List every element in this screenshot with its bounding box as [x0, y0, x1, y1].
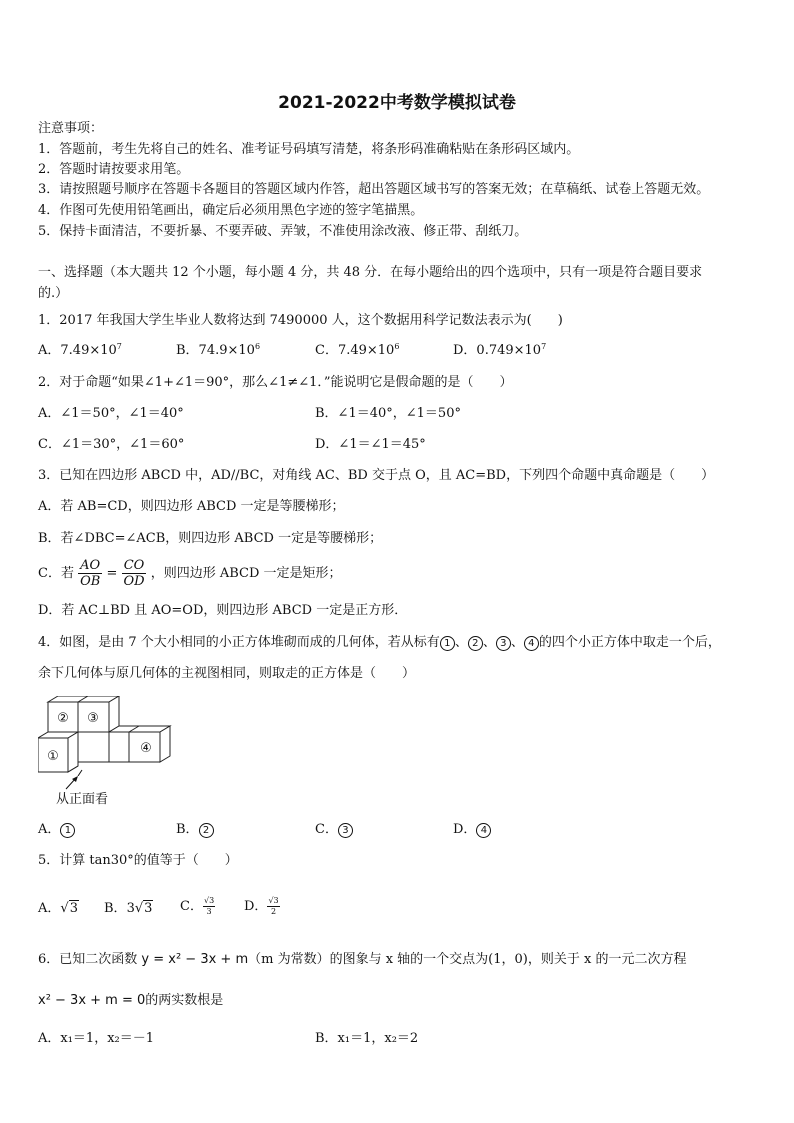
q6-option-a: A．x₁＝1，x₂＝－1	[38, 1031, 155, 1046]
q1-option-a: A．$7.49\times 10^7$	[38, 342, 122, 358]
cube-side-face-right	[160, 726, 170, 762]
notice-item-5: 5．保持卡面清洁，不要折暴、不要弄破、弄皱，不准使用涂改液、修正带、刮纸刀。	[38, 224, 528, 239]
q5-option-d: D． $\frac{√3}{2}$	[244, 896, 279, 916]
q6-equation: x² − 3x + m = 0	[38, 993, 146, 1008]
circled-number-4: 4	[524, 636, 539, 651]
q2-stem: 2．对于命题“如果∠1+∠1＝90°，那么∠1≠∠1．”能说明它是假命题的是（ ）	[38, 375, 513, 390]
circled-number-2: 2	[199, 823, 214, 838]
fraction-root3-over-2: $\frac{√3}{2}$	[268, 896, 279, 916]
fraction-root3-over-3: $\frac{√3}{3}$	[203, 896, 215, 916]
q3-option-d: D．若 AC⊥BD 且 AO=OD，则四边形 ABCD 一定是正方形．	[38, 603, 408, 618]
cube-stack-figure	[38, 696, 178, 776]
section-heading-line-1: 一、选择题（本大题共 12 个小题，每小题 4 分，共 48 分．在每小题给出的四个选项中，只有一项是符合题目要求	[38, 265, 703, 280]
circled-number-1: 1	[440, 636, 455, 651]
circled-number-3: 3	[338, 823, 353, 838]
q1-option-c: C．$7.49\times 10^6$	[315, 342, 400, 358]
q2-option-b: B．∠1＝40°，∠1＝50°	[315, 406, 461, 421]
cube-label-4: ④	[140, 741, 152, 756]
q5-option-b: B．3√3	[104, 901, 153, 916]
fraction-co-od: $\frac{CO}{OD}$	[123, 558, 145, 589]
cube-label-1: ①	[47, 749, 59, 764]
q4-option-d: D． 4	[453, 821, 491, 839]
notice-item-2: 2．答题时请按要求用笔。	[38, 162, 190, 177]
q6-function: y = x² − 3x + m	[141, 952, 249, 967]
q5-option-c: C． $\frac{√3}{3}$	[180, 896, 215, 916]
q1-option-b: B．$74.9\times 10^6$	[176, 342, 261, 358]
fraction-ao-ob: $\frac{AO}{OB}$	[80, 558, 101, 589]
notice-heading: 注意事项：	[38, 121, 104, 136]
q2-option-a: A．∠1＝50°，∠1＝40°	[38, 406, 184, 421]
circled-number-1: 1	[60, 823, 75, 838]
q4-option-c: C． 3	[315, 821, 353, 839]
q1-stem: 1．2017 年我国大学生毕业人数将达到 7490000 人，这个数据用科学记数法表示为( )	[38, 313, 563, 328]
view-caption: 从正面看	[56, 792, 109, 807]
circled-number-3: 3	[496, 636, 511, 651]
q4-stem-line-1: 4．如图，是由 7 个大小相同的小正方体堆砌而成的几何体，若从标有 1 、 2 、 3 、 4 的四个小正方体中取走一个后，	[38, 635, 721, 650]
q3-option-b: B．若∠DBC=∠ACB，则四边形 ABCD 一定是等腰梯形；	[38, 531, 383, 546]
circled-number-4: 4	[476, 823, 491, 838]
cube-bottom-3	[109, 732, 129, 762]
q6-equation-line: x² − 3x + m = 0的两实数根是	[38, 993, 224, 1008]
cube-label-2: ②	[57, 711, 69, 726]
q3-option-c: C．若 $\frac{AO}{OB}$ = $\frac{CO}{OD}$ ，则四边形 ABCD 一定是矩形；	[38, 558, 342, 589]
q2-option-d: D．∠1＝∠1＝45°	[315, 437, 426, 452]
q1-option-d: D．$0.749\times 10^7$	[453, 342, 547, 358]
notice-item-3: 3．请按照题号顺序在答题卡各题目的答题区域内作答，超出答题区域书写的答案无效；在草稿纸、试卷上答题无效。	[38, 182, 710, 197]
q3-option-a: A．若 AB=CD，则四边形 ABCD 一定是等腰梯形；	[38, 499, 345, 514]
notice-item-4: 4．作图可先使用铅笔画出，确定后必须用黑色字迹的签字笔描黑。	[38, 203, 424, 218]
cube-bottom-2	[78, 732, 109, 762]
notice-item-1: 1．答题前，考生先将自己的姓名、准考证号码填写清楚，将条形码准确粘贴在条形码区域内。	[38, 142, 580, 157]
cube-label-3: ③	[87, 711, 99, 726]
q6-stem: 6．已知二次函数 y = x² − 3x + m（m 为常数）的图象与 x 轴的一个交点为(1，0)，则关于 x 的一元二次方程	[38, 952, 687, 967]
q2-option-c: C．∠1＝30°，∠1＝60°	[38, 437, 185, 452]
cube-side-face-left	[68, 732, 78, 772]
q6-option-b: B．x₁＝1，x₂＝2	[315, 1031, 419, 1046]
q4-stem-line-2: 余下几何体与原几何体的主视图相同，则取走的正方体是（ ）	[38, 666, 416, 681]
section-heading-line-2: 的.）	[38, 286, 69, 301]
q5-stem: 5．计算 tan30°的值等于（ ）	[38, 853, 238, 868]
q4-option-a: A． 1	[38, 821, 75, 839]
exam-title: 2021-2022中考数学模拟试卷	[278, 93, 516, 113]
circled-number-2: 2	[468, 636, 483, 651]
q5-option-a: A．√3	[38, 901, 78, 916]
q3-stem: 3．已知在四边形 ABCD 中，AD//BC，对角线 AC、BD 交于点 O，且 AC=BD，下列四个命题中真命题是（ ）	[38, 468, 715, 483]
q4-option-b: B． 2	[176, 821, 214, 839]
